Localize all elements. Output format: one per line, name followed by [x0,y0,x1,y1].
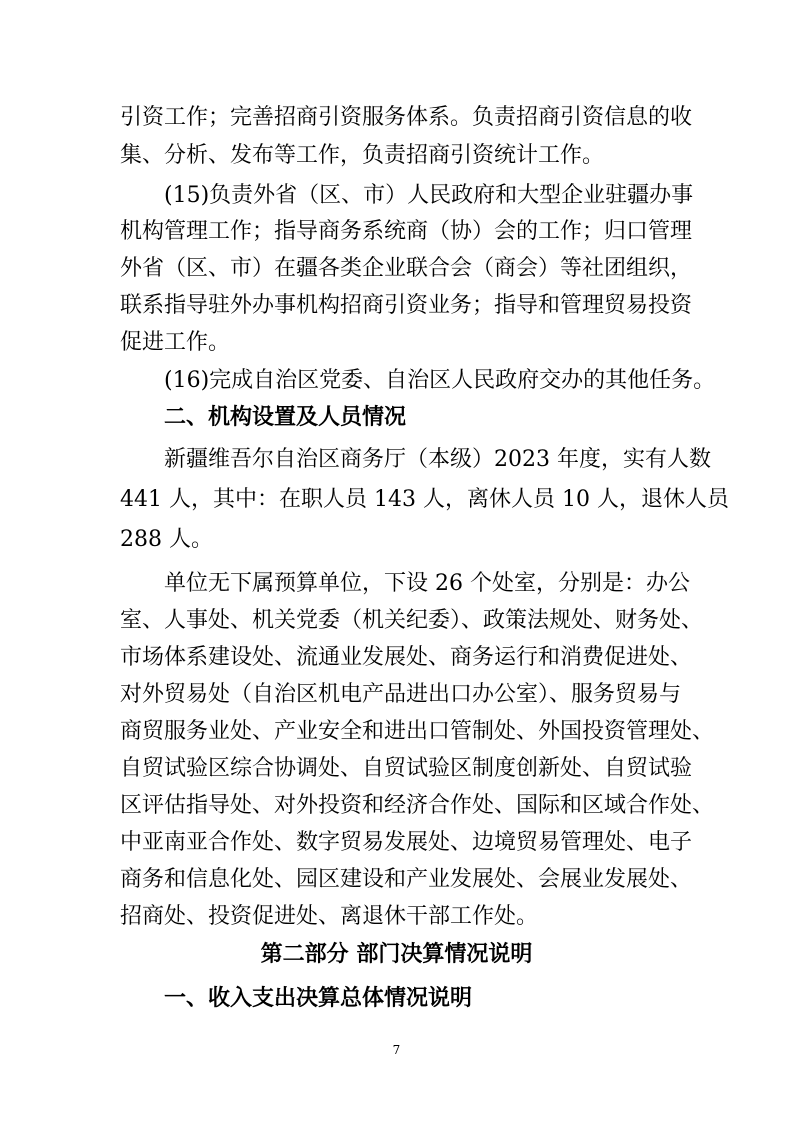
page-number: 7 [392,1043,401,1057]
text-line: 室、人事处、机关党委（机关纪委）、政策法规处、财务处、 [120,608,704,633]
text-line: 单位无下属预算单位，下设 26 个处室，分别是：办公 [164,571,690,596]
section-heading: 二、机构设置及人员情况 [164,405,407,430]
text-line: 集、分析、发布等工作，负责招商引资统计工作。 [120,143,605,168]
text-line: 促进工作。 [120,330,231,355]
text-line: 引资工作；完善招商引资服务体系。负责招商引资信息的收 [120,105,693,130]
text-line: 对外贸易处（自治区机电产品进出口办公室）、服务贸易与 [120,682,682,707]
text-line: 联系指导驻外办事机构招商引资业务；指导和管理贸易投资 [120,293,693,318]
text-line: 自贸试验区综合协调处、自贸试验区制度创新处、自贸试验 [120,756,693,781]
text-line: 市场体系建设处、流通业发展处、商务运行和消费促进处、 [120,645,693,670]
text-line: 441 人，其中：在职人员 143 人，离休人员 10 人，退休人员 [120,487,729,512]
text-line: 机构管理工作；指导商务系统商（协）会的工作；归口管理 [120,219,693,244]
text-line: 288 人。 [120,527,213,552]
part-heading: 第二部分 部门决算情况说明 [260,942,533,967]
text-line: 区评估指导处、对外投资和经济合作处、国际和区域合作处、 [120,793,715,818]
text-line: 外省（区、市）在疆各类企业联合会（商会）等社团组织， [120,256,693,281]
text-line: 招商处、投资促进处、离退休干部工作处。 [120,904,539,929]
text-line: 新疆维吾尔自治区商务厅（本级）2023 年度，实有人数 [164,447,711,472]
text-line: (15)负责外省（区、市）人民政府和大型企业驻疆办事 [164,183,694,208]
text-line: 商贸服务业处、产业安全和进出口管制处、外国投资管理处、 [120,719,715,744]
text-line: 商务和信息化处、园区建设和产业发展处、会展业发展处、 [120,867,693,892]
text-line: (16)完成自治区党委、自治区人民政府交办的其他任务。 [164,368,716,393]
text-line: 中亚南亚合作处、数字贸易发展处、边境贸易管理处、电子 [120,830,693,855]
section-heading: 一、收入支出决算总体情况说明 [164,986,473,1011]
